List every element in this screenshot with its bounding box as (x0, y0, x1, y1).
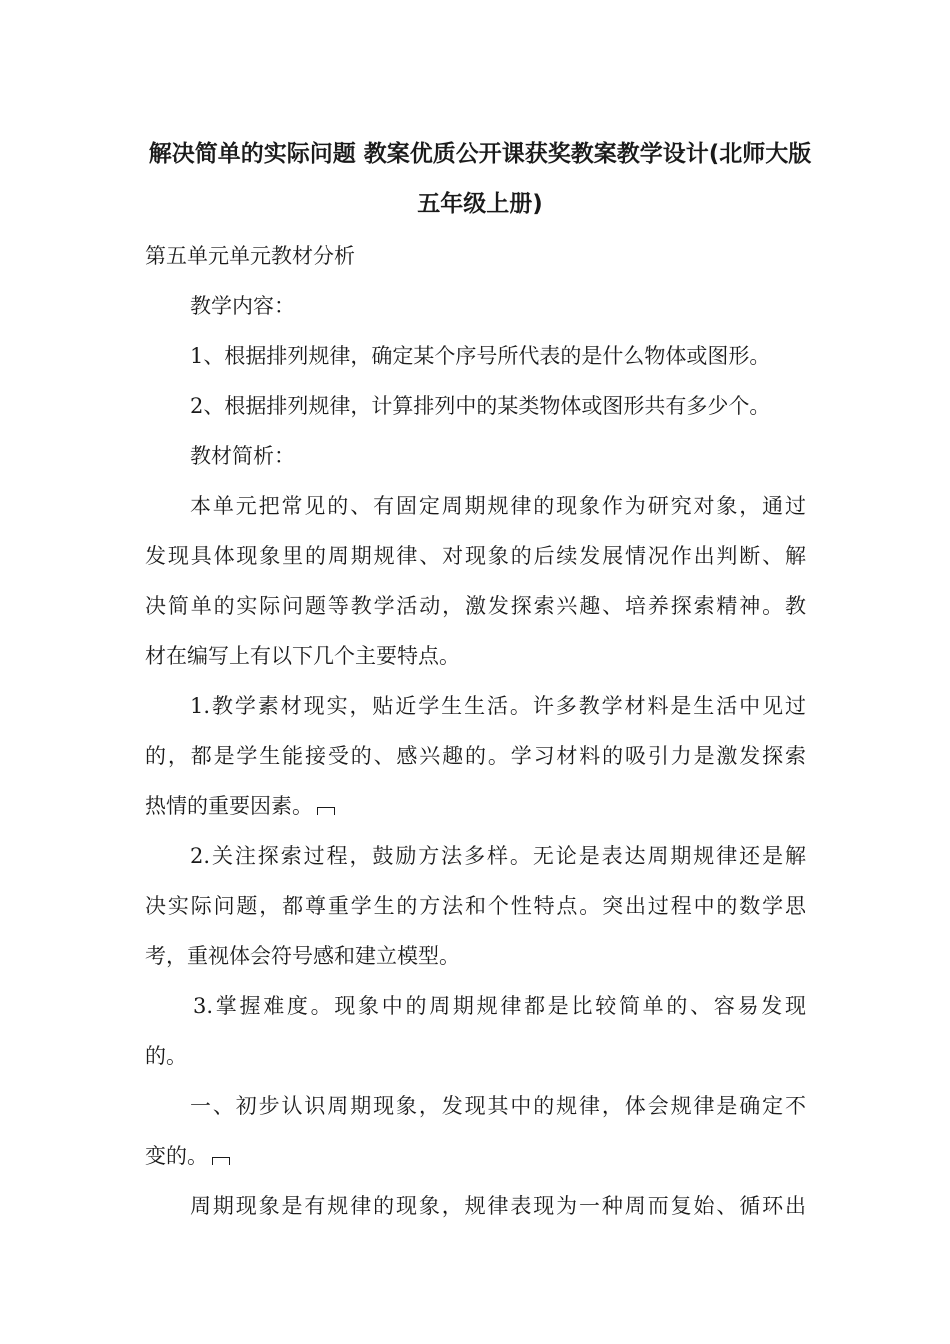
document-title-line-1: 解决简单的实际问题 教案优质公开课获奖教案教学设计(北师大版 (148, 141, 812, 167)
content-item-2: 2、根据排列规律，计算排列中的某类物体或图形共有多少个。 (190, 394, 771, 418)
point-2-line: 考，重视体会符号感和建立模型。 (145, 944, 460, 968)
point-3-line: 3.掌握难度。现象中的周期规律都是比较简单的、容易发现 (193, 994, 806, 1018)
point-1-line: 1.教学素材现实，贴近学生生活。许多教学材料是生活中见过 (190, 694, 806, 718)
part-1-line-last (145, 1140, 230, 1170)
part-1-line: 一、初步认识周期现象，发现其中的规律，体会规律是确定不 (190, 1094, 806, 1118)
content-item-1: 1、根据排列规律，确定某个序号所代表的是什么物体或图形。 (190, 344, 771, 368)
paragraph-line: 本单元把常见的、有固定周期规律的现象作为研究对象，通过 (190, 494, 806, 518)
editor-mark-icon (317, 807, 335, 815)
paragraph-line: 发现具体现象里的周期规律、对现象的后续发展情况作出判断、解 (145, 544, 806, 568)
editor-mark-icon (212, 1157, 230, 1165)
part-1-line-text: 变的。 (145, 1144, 208, 1168)
content-heading: 教学内容： (190, 294, 295, 318)
paragraph-line: 决简单的实际问题等教学活动，激发探索兴趣、培养探索精神。教 (145, 594, 806, 618)
section-heading: 第五单元单元教材分析 (145, 244, 355, 268)
document-title-line-2: 五年级上册) (417, 191, 543, 217)
point-2-line: 2.关注探索过程，鼓励方法多样。无论是表达周期规律还是解 (190, 844, 806, 868)
analysis-heading: 教材简析： (190, 444, 295, 468)
paragraph-line: 周期现象是有规律的现象，规律表现为一种周而复始、循环出 (190, 1194, 806, 1218)
point-1-line-text: 热情的重要因素。 (145, 794, 313, 818)
point-1-line: 的，都是学生能接受的、感兴趣的。学习材料的吸引力是激发探索 (145, 744, 806, 768)
paragraph-line: 材在编写上有以下几个主要特点。 (145, 644, 460, 668)
point-1-line-last (145, 790, 335, 820)
point-3-line: 的。 (145, 1044, 187, 1068)
point-2-line: 决实际问题，都尊重学生的方法和个性特点。突出过程中的数学思 (145, 894, 806, 918)
